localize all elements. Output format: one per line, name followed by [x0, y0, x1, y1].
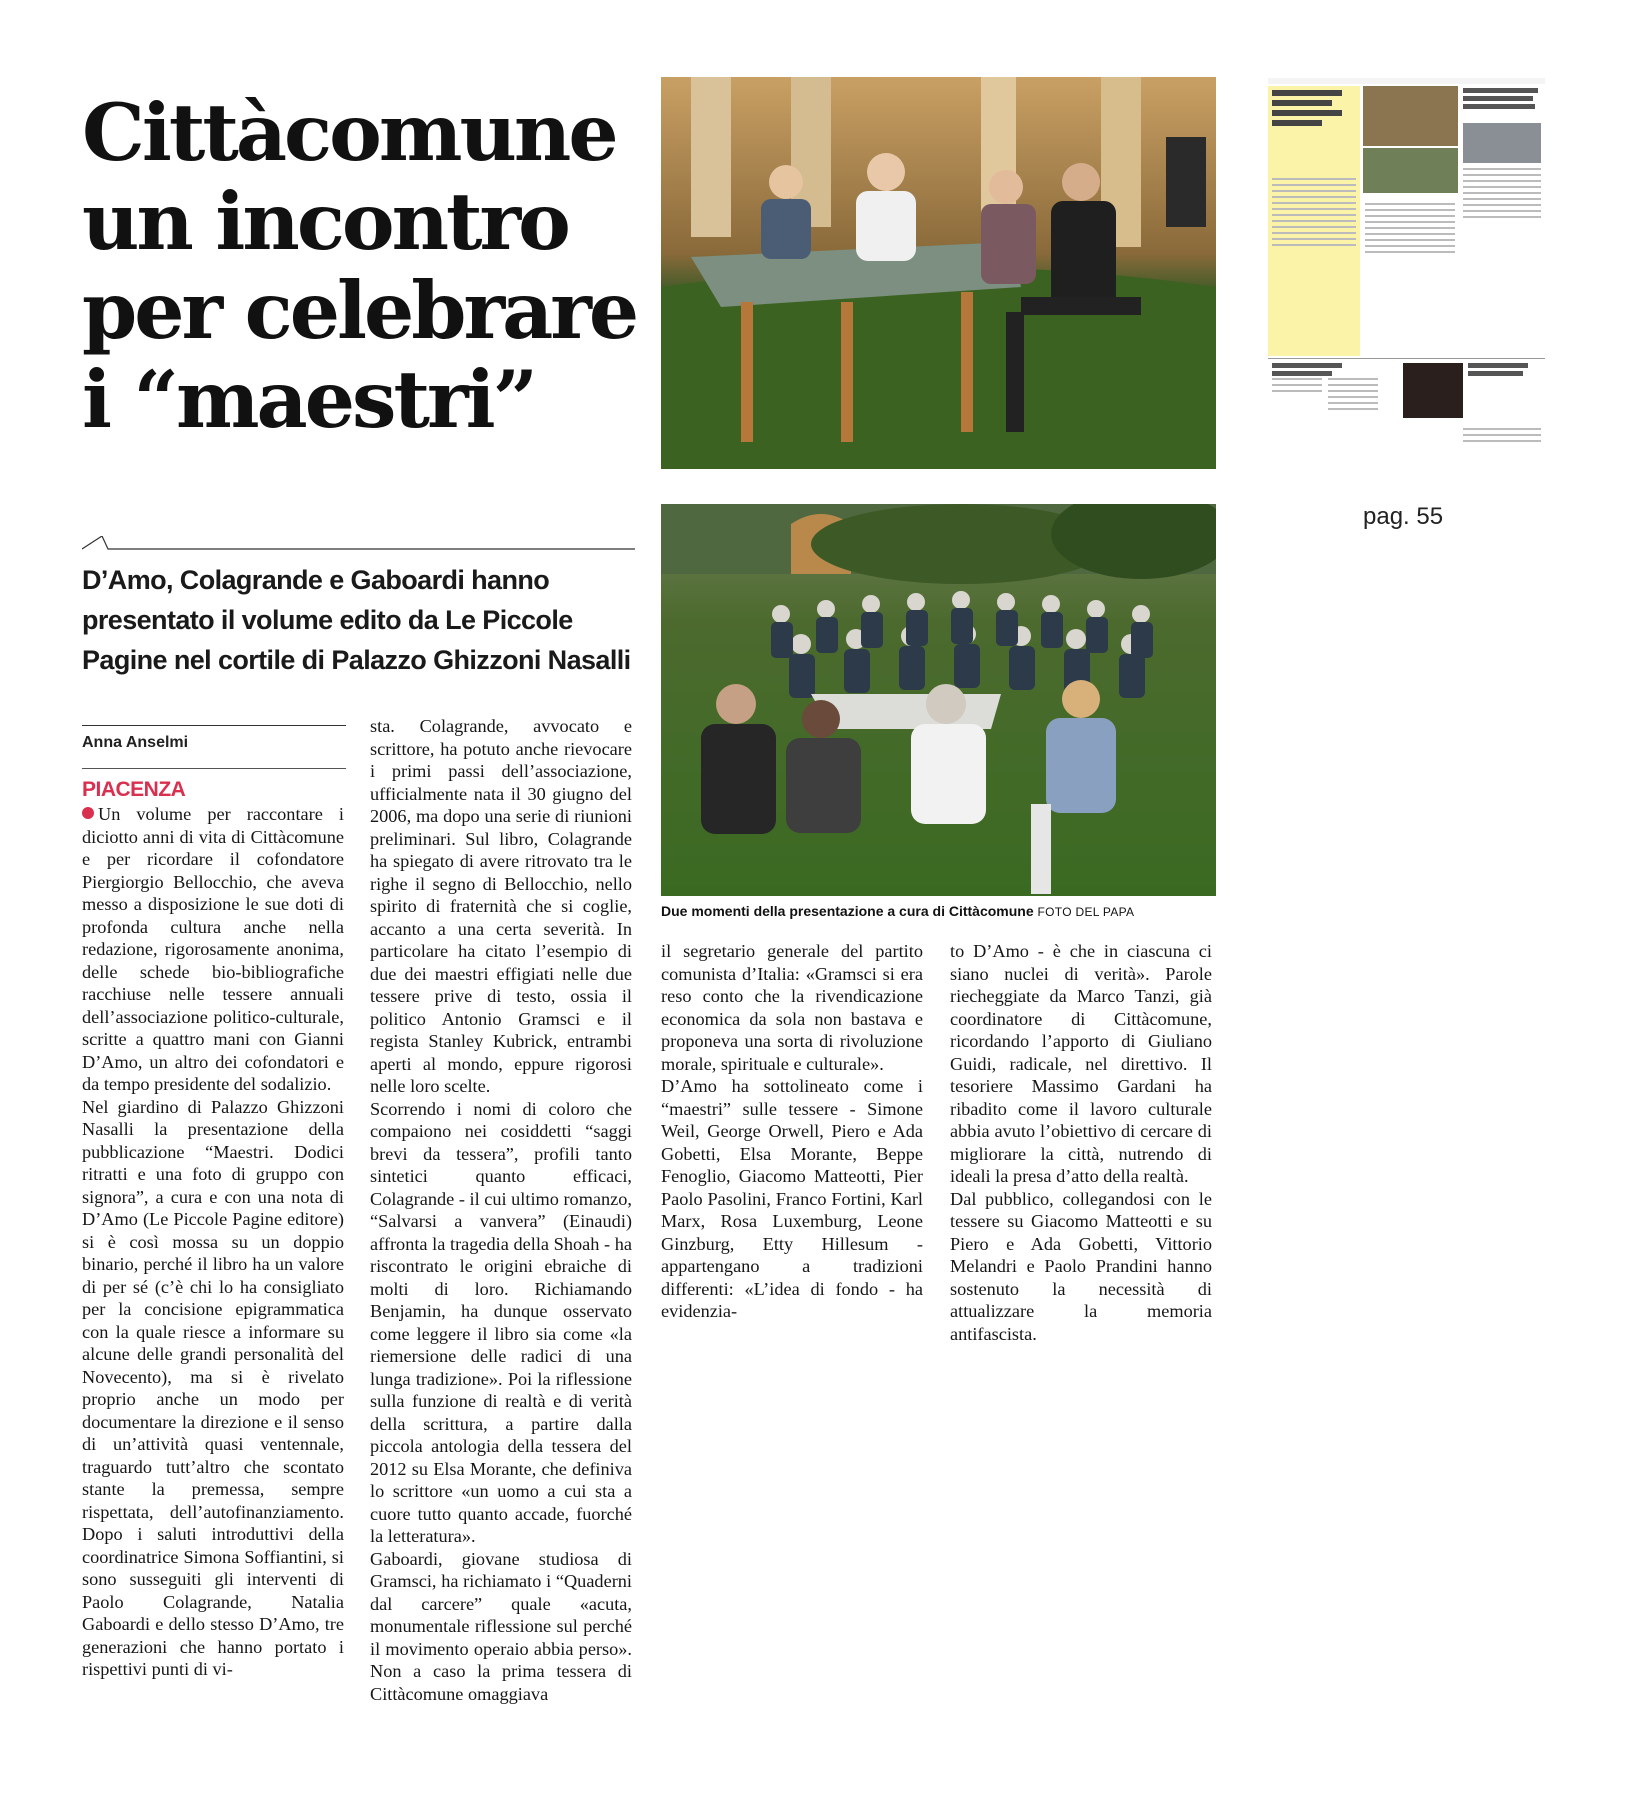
headline-line: un incontro [82, 175, 568, 268]
article-column-3 [661, 940, 923, 1323]
byline-author: Anna Anselmi [82, 734, 189, 751]
paragraph: Nel giardino di Palazzo Ghizzoni Nasalli la presentazione della pubblicazione “Maestri. Dodici ritratti e una foto di gruppo con signora”, a cura e con una nota di D’Amo (Le Piccole Pagine editore) si è così mossa su un doppio binario, perché il libro ha un valore di per sé (c’è chi lo ha consigliato per la concisione epigrammatica con la quale riesce a informare su alcune delle grandi personalità del Novecento), ma si è rivelato proprio anche un modo per documentare la direzione e il senso di un’attività quasi ventennale, traguardo tutt’altro che scontato stante la premessa, sempre rispettata, dell’autofinanziamento. Dopo i saluti introduttivi della coordinatrice Simona Soffiantini, si sono susseguiti gli interventi di Paolo Colagrande, Natalia Gaboardi e dello stesso D’Amo, tre generazioni che hanno portato i rispettivi punti di vi- [82, 1096, 344, 1679]
byline-rule-bottom [82, 768, 346, 769]
paragraph: sta. Colagrande, avvocato e scrittore, ha potuto anche rievocare i primi passi dell’associazione, ufficialmente nata il 30 giugno del 2006, ma dopo una serie di riunioni preliminari. Sul libro, Colagrande ha spiegato di avere ritrovato tra le righe il segno di Bellocchio, nello spirito di fraternità che si coglie, accanto a una certa severità. In particolare ha citato l’esempio di due dei maestri effigiati nelle due tessere prive di testo, ossia il politico Antonio Gramsci e il regista Stanley Kubrick, entrambi aperti al mondo, eppure rigorosi nelle loro scelte. [370, 716, 632, 1096]
article-column-4 [950, 940, 1212, 1345]
paragraph: Un volume per raccontare i diciotto anni di vita di Cittàcomune e per ricordare il cofondatore Piergiorgio Bellocchio, che aveva messo a disposizione le sue doti di profonda cultura anche nella redazione, rigorosamente anonima, delle schede bio-bibliografiche racchiuse nelle tessere annuali dell’associazione politico-culturale, scritte a quattro mani con Gianni D’Amo, un altro dei cofondatori e da tempo presidente del sodalizio. [82, 804, 344, 1094]
headline-line: i “maestri” [82, 353, 536, 446]
article-column-2 [370, 715, 632, 1705]
headline-line: Cittàcomune [82, 86, 616, 179]
byline-rule-top [82, 725, 346, 726]
photo-credit: FOTO DEL PAPA [1037, 905, 1135, 919]
paragraph: Dal pubblico, collegandosi con le tessere su Giacomo Matteotti e su Piero e Ada Gobetti, Vittorio Melandri e Paolo Prandini hanno sostenuto la necessità di attualizzare la memoria antifascista. [950, 1188, 1212, 1344]
page-thumbnail [1268, 78, 1545, 483]
paragraph: to D’Amo - è che in ciascuna ci siano nuclei di verità». Parole riecheggiate da Marco Tanzi, già coordinatore di Cittàcomune, ricordando l’apporto di Giuliano Guidi, radicale, nel direttivo. Il tesoriere Massimo Gardani ha ribadito come il lavoro culturale abbia avuto l’obiettivo di cercare di migliorare la città, nutrendo di ideali la presa d’atto della realtà. [950, 941, 1212, 1186]
page-reference: pag. 55 [1363, 503, 1444, 530]
caption-text: Due momenti della presentazione a cura di Cittàcomune [661, 903, 1034, 919]
article-column-1 [82, 803, 344, 1681]
decorative-rule [82, 536, 635, 550]
photo-caption [661, 903, 1134, 919]
paragraph: D’Amo ha sottolineato come i “maestri” sulle tessere - Simone Weil, George Orwell, Piero e Ada Gobetti, Elsa Morante, Beppe Fenoglio, Giacomo Matteotti, Pier Paolo Pasolini, Franco Fortini, Karl Marx, Rosa Luxemburg, Leone Ginzburg, Etty Hillesum - appartengano a tradizioni differenti: «L’idea di fondo - ha evidenzia- [661, 1076, 923, 1321]
photo-audience [661, 504, 1216, 896]
subtitle: D’Amo, Colagrande e Gaboardi hanno presentato il volume edito da Le Piccole Pagine nel cortile di Palazzo Ghizzoni Nasalli [82, 565, 631, 675]
headline-line: per celebrare [82, 264, 637, 357]
bullet-icon [82, 807, 94, 819]
paragraph: Scorrendo i nomi di coloro che compaiono nei cosiddetti “saggi brevi da tessera”, profili tanto sintetici quanto efficaci, Colagrande - il cui ultimo romanzo, “Salvarsi a vanvera” (Einaudi) affronta la tragedia della Shoah - ha riscontrato le origini ebraiche di molti di loro. Richiamando Benjamin, ha dunque osservato come leggere il libro sia come «la riemersione delle radici di una lunga tradizione». Poi la riflessione sulla funzione di realtà e di verità della scrittura, a partire dalla piccola antologia della tessera del 2012 su Elsa Morante, che definiva lo scrittore «un uomo a cui sta a cuore tutto quanto accade, fuorché la letteratura». [370, 1098, 632, 1546]
paragraph: Gaboardi, giovane studiosa di Gramsci, ha richiamato i “Quaderni dal carcere” quale «acuta, monumentale riflessione sul perché il movimento operaio abbia perso». Non a caso la prima tessera di Cittàcomune omaggiava [370, 1548, 632, 1704]
headline [82, 88, 642, 444]
paragraph: il segretario generale del partito comunista d’Italia: «Gramsci si era reso conto che la rivendicazione economica da sola non bastava e proponeva una sorta di rivoluzione morale, spirituale e culturale». [661, 941, 923, 1074]
photo-speakers-table [661, 77, 1216, 469]
dateline: PIACENZA [82, 778, 186, 801]
